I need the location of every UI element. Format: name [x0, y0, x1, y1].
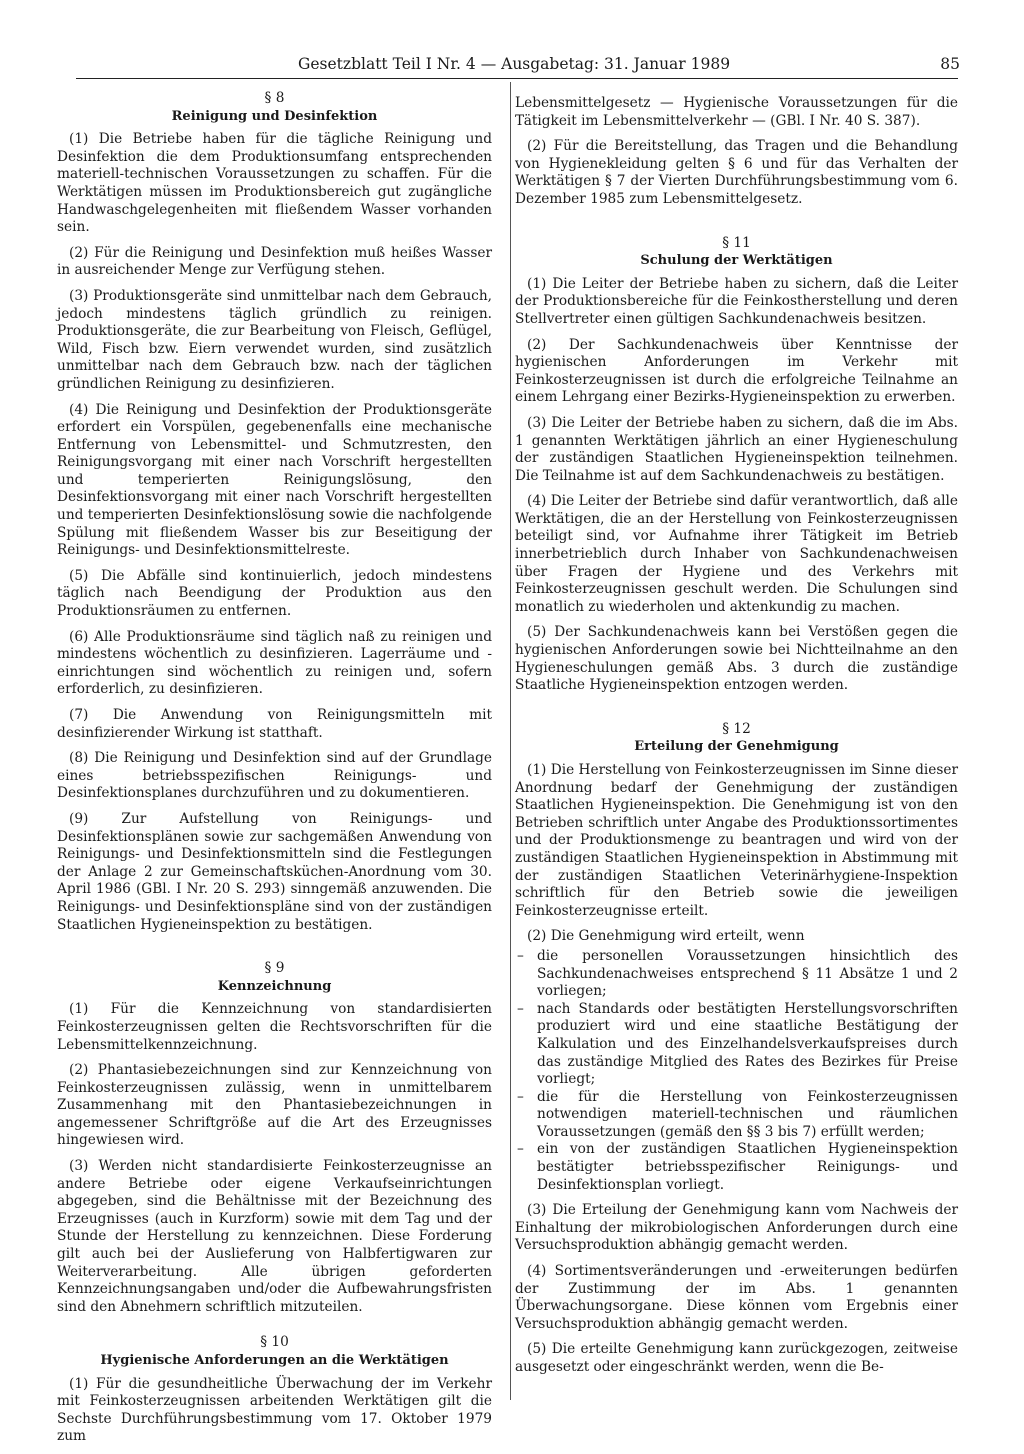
section-title: Hygienische Anforderungen an die Werktätigen	[100, 1353, 449, 1368]
paragraph: (3) Produktionsgeräte sind unmittelbar nach dem Gebrauch, jedoch mindestens täglich gründlich zu reinigen. Produktionsgeräte, die zur Bearbeitung von Fleisch, Geflügel, Wild, Fisch bzw. Eiern verwendet wurden, sind zusätzlich unmittelbar nach dem Gebrauch bzw. nach der täglichen gründlichen Reinigung zu desinfizieren.	[57, 287, 492, 392]
paragraph: (3) Die Erteilung der Genehmigung kann vom Nachweis der Einhaltung der mikrobiologischen Anforderungen durch eine Versuchsproduktion abhängig gemacht werden.	[515, 1202, 958, 1254]
right-column	[515, 95, 958, 1385]
paragraph: (5) Die erteilte Genehmigung kann zurückgezogen, zeitweise ausgesetzt oder eingeschränkt werden, wenn die Be-	[515, 1341, 958, 1375]
section-title: Schulung der Werktätigen	[640, 253, 833, 269]
header-rule	[76, 78, 958, 79]
paragraph-continuation: Lebensmittelgesetz — Hygienische Voraussetzungen für die Tätigkeit im Lebensmittelverkehr — (GBl. I Nr. 40 S. 387).	[515, 95, 958, 129]
paragraph: (3) Die Leiter der Betriebe haben zu sichern, daß die im Abs. 1 genannten Werktätigen jährlich an einer Hygieneschulung der zuständigen Staatlichen Hygieneinspektion teilnehmen. Die Teilnahme ist auf dem Sachkundenachweis zu bestätigen.	[515, 414, 958, 484]
section-number: § 10	[260, 1334, 289, 1351]
section-number: § 12	[722, 720, 751, 737]
list-item: – die personellen Voraussetzungen hinsichtlich des Sachkundenachweises entsprechend § 11 Absätze 1 und 2 vorliegen;	[515, 948, 958, 1001]
paragraph: (2) Die Genehmigung wird erteilt, wenn	[527, 928, 805, 945]
paragraph: (9) Zur Aufstellung von Reinigungs- und Desinfektionsplänen sowie zur sachgemäßen Anwendung von Reinigungs- und Desinfektionsmitteln sind die Festlegungen der Anlage 2 zur Gemeinschaftsküchen-Anordnung vom 30. April 1986 (GBl. I Nr. 20 S. 293) sinngemäß anzuwenden. Die Reinigungs- und Desinfektionspläne sind von der zuständigen Staatlichen Hygieneinspektion zu bestätigen.	[57, 810, 492, 933]
section-10-continued	[515, 95, 958, 209]
paragraph: (5) Die Abfälle sind kontinuierlich, jedoch mindestens täglich nach Beendigung der Produktion aus den Produktionsräumen zu entfernen.	[57, 567, 492, 620]
paragraph: (3) Werden nicht standardisierte Feinkosterzeugnisse an andere Betriebe oder eigene Verkaufseinrichtungen abgegeben, sind die Behältnisse mit der Bezeichnung des Erzeugnisses (auch in Kurzform) sowie mit dem Tag und der Stunde der Herstellung zu kennzeichnen. Diese Forderung gilt auch bei der Auslieferung von Halbfertigwaren zur Weiterverarbeitung. Alle übrigen geforderten Kennzeichnungsangaben und/oder die Aufbewahrungsfristen sind den Abnehmern schriftlich mitzuteilen.	[57, 1158, 492, 1315]
section-number: § 8	[264, 90, 285, 106]
section-number: § 9	[264, 960, 285, 977]
paragraph: (4) Sortimentsveränderungen und -erweiterungen bedürfen der Zustimmung der im Abs. 1 genannten Überwachungsorgane. Diese können vom Ergebnis einer Versuchsproduktion abhängig gemacht werden.	[515, 1263, 958, 1332]
page-header	[298, 51, 960, 77]
section-12	[515, 721, 958, 1377]
paragraph: (1) Die Herstellung von Feinkosterzeugnissen im Sinne dieser Anordnung bedarf der Genehmigung der zuständigen Staatlichen Hygieneinspektion. Die Genehmigung ist von den Betrieben schriftlich unter Angabe des Produktionssortimentes und der Produktionsmenge zu beantragen und wird von der zuständigen Staatlichen Hygieneinspektion in Abstimmung mit der zuständigen Staatlichen Veterinärhygiene-Inspektion schriftlich für den Betrieb sowie die jeweiligen Feinkosterzeugnisse erteilt.	[515, 762, 958, 919]
section-title: Kennzeichnung	[217, 978, 332, 994]
paragraph: (4) Die Reinigung und Desinfektion der Produktionsgeräte erfordert ein Vorspülen, gegebenenfalls eine mechanische Entfernung von Lebensmittel- und Schmutzresten, den Reinigungsvorgang mit einer nach Vorschrift hergestellten und temperierten Reinigungslösung, den Desinfektionsvorgang mit einer nach Vorschrift hergestellten und temperierten Desinfektionslösung sowie die nachfolgende Spülung mit fließendem Wasser bis zur Beseitigung der Reinigungs- und Desinfektionsmittelreste.	[57, 401, 492, 559]
list-item: – ein von der zuständigen Staatlichen Hygieneinspektion bestätigter betriebsspezifischer Reinigungs- und Desinfektionsplan vorliegt.	[515, 1141, 958, 1194]
section-11	[515, 235, 958, 695]
paragraph: (1) Die Leiter der Betriebe haben zu sichern, daß die Leiter der Produktionsbereiche für die Feinkostherstellung und deren Stellvertreter einen gültigen Sachkundenachweis besitzen.	[515, 275, 958, 327]
paragraph: (2) Phantasiebezeichnungen sind zur Kennzeichnung von Feinkosterzeugnissen zulässig, wenn in unmittelbarem Zusammenhang mit den Phantasiebezeichnungen in angemessener Schriftgröße auf die Art des Erzeugnisses hingewiesen wird.	[57, 1062, 492, 1149]
paragraph: (4) Die Leiter der Betriebe sind dafür verantwortlich, daß alle Werktätigen, die an der Herstellung von Feinkosterzeugnissen beteiligt sind, vor Aufnahme ihrer Tätigkeit im Betrieb innerbetrieblich durch Inhaber von Sachkundenachweisen über Fragen der Hygiene und des Verkehrs mit Feinkosterzeugnissen geschult werden. Die Schulungen sind monatlich zu wiederholen und aktenkundig zu machen.	[515, 493, 958, 615]
paragraph: (7) Die Anwendung von Reinigungsmitteln mit desinfizierender Wirkung ist statthaft.	[57, 707, 492, 741]
paragraph: (2) Für die Reinigung und Desinfektion muß heißes Wasser in ausreichender Menge zur Verfügung stehen.	[57, 244, 492, 279]
page-number: 85	[940, 55, 960, 73]
section-number: § 11	[722, 234, 751, 251]
section-10	[57, 1334, 492, 1446]
section-9	[57, 960, 492, 1316]
section-title: Reinigung und Desinfektion	[171, 108, 378, 124]
paragraph: (2) Für die Bereitstellung, das Tragen und die Behandlung von Hygienekleidung gelten § 6 und für das Verhalten der Werktätigen § 7 der Vierten Durchführungsbestimmung vom 6. Dezember 1985 zum Lebensmittelgesetz.	[515, 138, 958, 207]
header-title: Gesetzblatt Teil I Nr. 4 — Ausgabetag: 31. Januar 1989	[298, 55, 731, 73]
paragraph: (5) Der Sachkundenachweis kann bei Verstößen gegen die hygienischen Anforderungen sowie bei Nichtteilnahme an den Hygieneschulungen gemäß Abs. 3 durch die zuständige Staatliche Hygieneinspektion entzogen werden.	[515, 624, 958, 694]
paragraph: (1) Die Betriebe haben für die tägliche Reinigung und Desinfektion die dem Produktionsumfang entsprechenden materiell-technischen Voraussetzungen zu schaffen. Für die Werktätigen müssen im Produktionsbereich gut zugängliche Handwaschgelegenheiten mit fließendem Wasser vorhanden sein.	[57, 131, 492, 236]
paragraph: (1) Für die Kennzeichnung von standardisierten Feinkosterzeugnissen gelten die Rechtsvorschriften für die Lebensmittelkennzeichnung.	[57, 1001, 492, 1053]
paragraph: (2) Der Sachkundenachweis über Kenntnisse der hygienischen Anforderungen im Verkehr mit Feinkosterzeugnissen ist durch die erfolgreiche Teilnahme an einem Lehrgang einer Bezirks-Hygieneinspektion zu erwerben.	[515, 336, 958, 406]
list-item: – nach Standards oder bestätigten Herstellungsvorschriften produziert wird und eine staatliche Bestätigung der Kalkulation und des Einzelhandelsverkaufspreises durch das zuständige Mitglied des Rates des Bezirkes für Preise vorliegt;	[515, 1001, 958, 1089]
conditions-list	[515, 948, 958, 1194]
left-column	[57, 90, 492, 1454]
paragraph: (1) Für die gesundheitliche Überwachung der im Verkehr mit Feinkosterzeugnissen arbeitenden Werktätigen gilt die Sechste Durchführungsbestimmung vom 17. Oktober 1979 zum	[57, 1375, 492, 1445]
list-item: – die für die Herstellung von Feinkosterzeugnissen notwendigen materiell-technischen und räumlichen Voraussetzungen (gemäß den §§ 3 bis 7) erfüllt werden;	[515, 1089, 958, 1142]
paragraph: (8) Die Reinigung und Desinfektion sind auf der Grundlage eines betriebsspezifischen Reinigungs- und Desinfektionsplanes durchzuführen und zu dokumentieren.	[57, 750, 492, 802]
paragraph: (6) Alle Produktionsräume sind täglich naß zu reinigen und mindestens wöchentlich zu desinfizieren. Lagerräume und -einrichtungen sind wöchentlich zu reinigen und, sofern erforderlich, zu desinfizieren.	[57, 628, 492, 698]
section-title: Erteilung der Genehmigung	[634, 739, 839, 755]
section-8	[57, 90, 492, 934]
column-divider	[510, 82, 511, 1400]
